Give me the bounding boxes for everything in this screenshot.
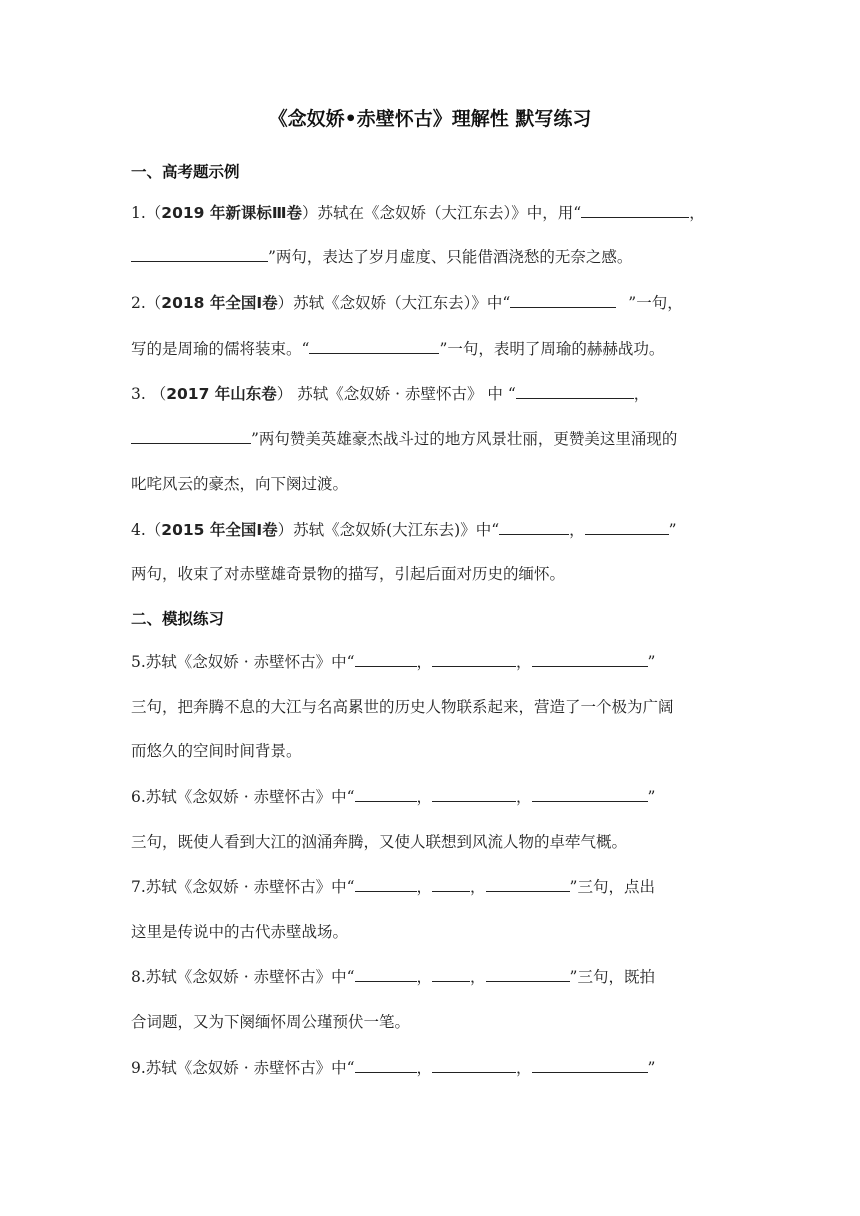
question-7-line-1: 7.苏轼《念奴娇 · 赤壁怀古》中“ ， ， ”三句，点出 xyxy=(131,878,655,896)
exam-tag: 2019 年新课标Ⅲ卷 xyxy=(161,204,302,222)
answer-blank[interactable] xyxy=(355,1057,417,1073)
question-8-line-1: 8.苏轼《念奴娇 · 赤壁怀古》中“ ， ， ”三句，既拍 xyxy=(131,968,655,986)
question-3-line-2: ”两句赞美英雄豪杰战斗过的地方风景壮丽，更赞美这里涌现的 xyxy=(131,428,731,450)
question-9-line-1: 9.苏轼《念奴娇 · 赤壁怀古》中“ ， ， ” xyxy=(131,1059,656,1077)
answer-blank[interactable] xyxy=(581,202,689,218)
answer-blank[interactable] xyxy=(355,876,417,892)
exam-tag: 2017 年山东卷 xyxy=(166,385,277,403)
answer-blank[interactable] xyxy=(532,651,648,667)
section-heading-exam-examples: 一、高考题示例 xyxy=(131,163,240,181)
answer-blank[interactable] xyxy=(432,876,470,892)
answer-blank[interactable] xyxy=(309,338,439,354)
answer-blank[interactable] xyxy=(532,786,648,802)
page-title: 《念奴娇•赤壁怀古》理解性 默写练习 xyxy=(268,108,592,130)
answer-blank[interactable] xyxy=(486,876,570,892)
answer-blank[interactable] xyxy=(585,519,669,535)
question-3-line-1: 3. （2017 年山东卷） 苏轼《念奴娇 · 赤壁怀古》 中 “ ， xyxy=(131,385,650,403)
question-7-line-2: 这里是传说中的古代赤壁战场。 xyxy=(131,923,349,941)
exam-tag: 2018 年全国Ⅰ卷 xyxy=(161,294,278,312)
answer-blank[interactable] xyxy=(355,966,417,982)
question-4-line-2: 两句，收束了对赤壁雄奇景物的描写，引起后面对历史的缅怀。 xyxy=(131,565,566,583)
answer-blank[interactable] xyxy=(131,246,268,262)
question-2-line-2: 写的是周瑜的儒将装束。“ ”一句，表明了周瑜的赫赫战功。 xyxy=(131,340,665,358)
answer-blank[interactable] xyxy=(432,966,470,982)
answer-blank[interactable] xyxy=(355,786,417,802)
question-6-line-1: 6.苏轼《念奴娇 · 赤壁怀古》中“ ， ， ” xyxy=(131,788,656,806)
question-4-line-1: 4.（2015 年全国Ⅰ卷）苏轼《念奴娇(大江东去)》中“ ， ” xyxy=(131,521,677,539)
question-5-line-1: 5.苏轼《念奴娇 · 赤壁怀古》中“ ， ， ” xyxy=(131,653,656,671)
answer-blank[interactable] xyxy=(432,651,516,667)
answer-blank[interactable] xyxy=(510,292,616,308)
question-1-line-1: 1.（2019 年新课标Ⅲ卷）苏轼在《念奴娇（大江东去）》中，用“ ， xyxy=(131,204,705,222)
exam-tag: 2015 年全国Ⅰ卷 xyxy=(161,521,278,539)
question-1-line-2: ”两句，表达了岁月虚度、只能借酒浇愁的无奈之感。 xyxy=(131,246,731,268)
question-6-line-2: 三句，既使人看到大江的汹涌奔腾，又使人联想到风流人物的卓荦气概。 xyxy=(131,833,628,851)
answer-blank[interactable] xyxy=(486,966,570,982)
question-5-line-3: 而悠久的空间时间背景。 xyxy=(131,742,302,760)
answer-blank[interactable] xyxy=(432,1057,516,1073)
answer-blank[interactable] xyxy=(131,428,251,444)
question-5-line-2: 三句，把奔腾不息的大江与名高累世的历史人物联系起来，营造了一个极为广阔 xyxy=(131,698,674,716)
answer-blank[interactable] xyxy=(432,786,516,802)
question-3-line-3: 叱咤风云的豪杰，向下阕过渡。 xyxy=(131,475,349,493)
answer-blank[interactable] xyxy=(532,1057,648,1073)
section-heading-mock-practice: 二、模拟练习 xyxy=(131,610,225,628)
answer-blank[interactable] xyxy=(355,651,417,667)
question-8-line-2: 合词题，又为下阕缅怀周公瑾预伏一笔。 xyxy=(131,1013,411,1031)
answer-blank[interactable] xyxy=(516,383,634,399)
answer-blank[interactable] xyxy=(499,519,569,535)
question-2-line-1: 2.（2018 年全国Ⅰ卷）苏轼《念奴娇（大江东去）》中“ ”一句， xyxy=(131,294,683,312)
